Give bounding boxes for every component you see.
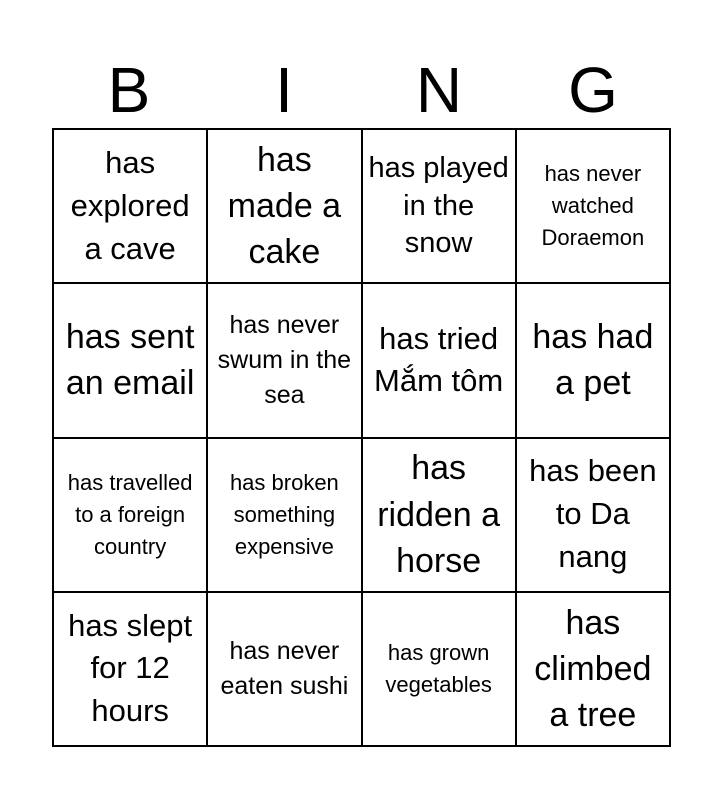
bingo-cell-text: has travelled to a foreign country xyxy=(67,469,193,559)
bingo-cell-text: has climbed a tree xyxy=(534,603,652,734)
bingo-cell-text: has made a cake xyxy=(227,140,342,272)
bingo-cell-text: has never watched Doraemon xyxy=(541,161,645,251)
header-letter-n: N xyxy=(415,54,463,126)
bingo-cell-text: has slept for 12 hours xyxy=(68,607,193,729)
bingo-cell-text: has never eaten sushi xyxy=(220,636,349,700)
bingo-cell-r3c2[interactable] xyxy=(208,439,362,593)
bingo-cell-text: has been to Da nang xyxy=(529,453,657,574)
bingo-cell-text: has grown vegetables xyxy=(385,639,492,697)
bingo-cell-text: has tried Mắm tôm xyxy=(374,320,504,399)
bingo-cell-text: has sent an email xyxy=(65,318,195,403)
bingo-grid xyxy=(52,128,671,747)
bingo-cell-r2c4[interactable] xyxy=(517,284,671,438)
bingo-cell-text: has had a pet xyxy=(532,318,654,403)
header-letter-g: G xyxy=(568,54,618,126)
bingo-cell-r4c4[interactable] xyxy=(517,593,671,747)
bingo-cell-r1c1[interactable] xyxy=(54,130,208,284)
bingo-cell-r3c1[interactable] xyxy=(54,439,208,593)
bingo-cell-r3c3[interactable] xyxy=(363,439,517,593)
bingo-cell-r1c2[interactable] xyxy=(208,130,362,284)
bingo-cell-r1c4[interactable] xyxy=(517,130,671,284)
header-letter-i: I xyxy=(275,54,293,126)
bingo-cell-r4c3[interactable] xyxy=(363,593,517,747)
bingo-cell-r2c3[interactable] xyxy=(363,284,517,438)
bingo-cell-text: has never swum in the sea xyxy=(217,310,352,409)
bingo-cell-r1c3[interactable] xyxy=(363,130,517,284)
bingo-header xyxy=(52,52,671,128)
bingo-cell-text: has broken something expensive xyxy=(229,469,339,559)
bingo-cell-text: has played in the snow xyxy=(368,152,509,259)
bingo-cell-r4c1[interactable] xyxy=(54,593,208,747)
bingo-cell-text: has explored a cave xyxy=(70,144,190,266)
header-letter-b: B xyxy=(107,54,151,126)
bingo-cell-r2c2[interactable] xyxy=(208,284,362,438)
bingo-cell-r3c4[interactable] xyxy=(517,439,671,593)
bingo-cell-r4c2[interactable] xyxy=(208,593,362,747)
bingo-cell-text: has ridden a horse xyxy=(377,449,501,580)
bingo-cell-r2c1[interactable] xyxy=(54,284,208,438)
